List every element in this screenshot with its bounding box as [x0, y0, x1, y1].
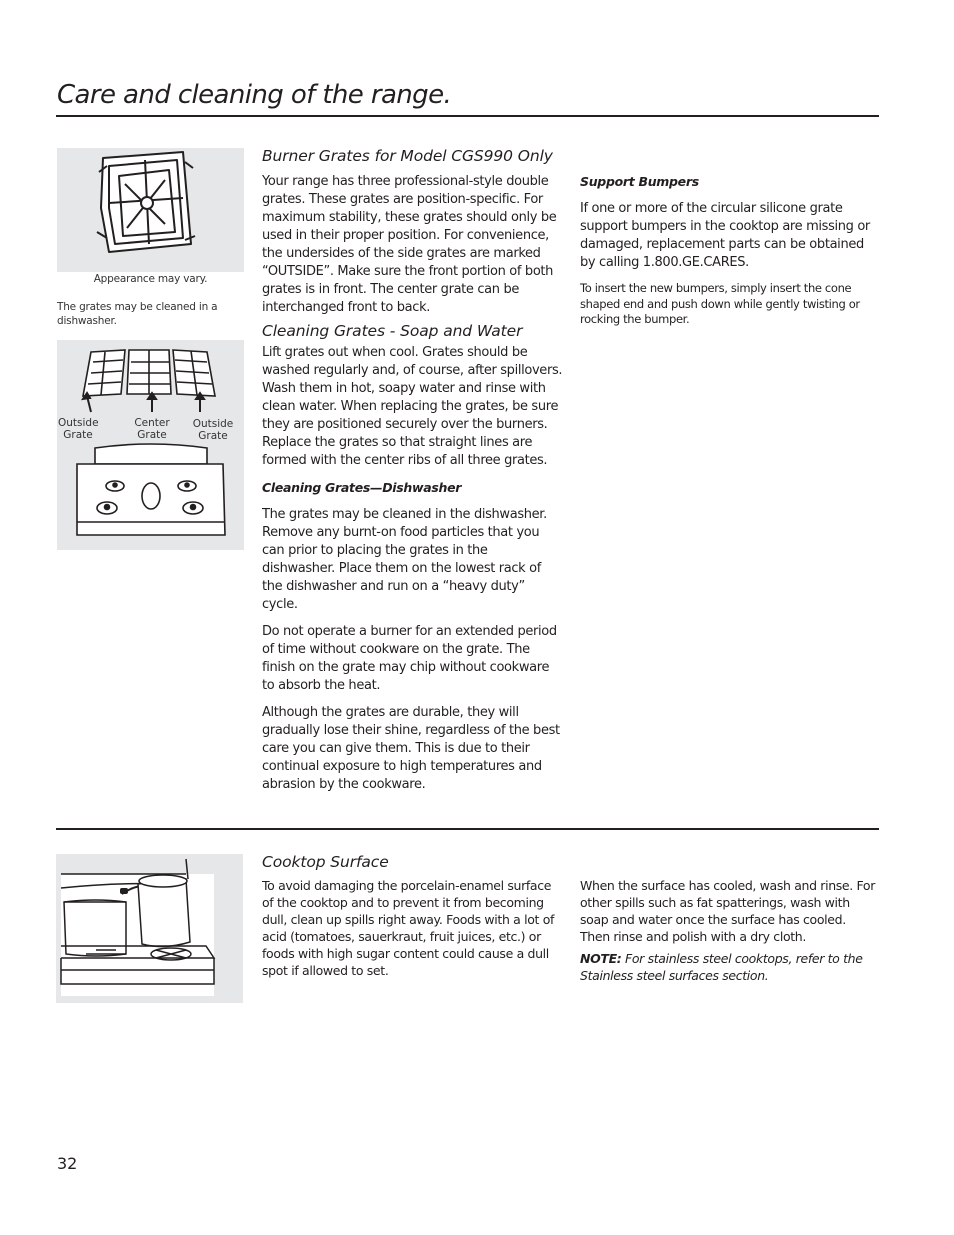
title-rule — [56, 115, 879, 117]
support-bumpers-paragraph-1: If one or more of the circular silicone grate support bumpers in the cooktop are missing or damaged, replacement parts can be obtained by calling 1.800.GE.CARES. — [580, 201, 870, 270]
cooktop-cleaning-illustration — [56, 854, 243, 1003]
section-rule — [56, 828, 879, 830]
note-label: NOTE: — [580, 951, 622, 966]
page-title: Care and cleaning of the range. — [57, 80, 452, 110]
grate-label-line: Grate — [198, 430, 228, 442]
dishwasher-caption: The grates may be cleaned in a dishwasher. — [57, 301, 218, 327]
note-text: For stainless steel cooktops, refer to the Stainless steel surfaces section. — [580, 951, 863, 983]
soap-water-heading: Cleaning Grates - Soap and Water — [262, 322, 523, 340]
cooktop-surface-paragraph-2: When the surface has cooled, wash and rinse. For other spills such as fat spatterings, wash with soap and water once the surface has cooled. Then rinse and polish with a dry cloth. — [580, 878, 876, 944]
grate-label-line: Grate — [137, 429, 167, 441]
pot-on-cooktop-icon — [56, 854, 243, 1003]
center-grate-label — [130, 417, 174, 441]
grate-label-line: Outside — [58, 417, 99, 429]
image-caption: Appearance may vary. — [93, 273, 208, 285]
burner-grates-intro: Your range has three professional-style double grates. These grates are position-specific. For maximum stability, these grates should only be used in their proper position. For convenience, the undersides of the side grates are marked “OUTSIDE”. Make sure the front portion of both grates is in front. The center grate can be interchanged front to back. — [262, 174, 557, 315]
outside-grate-right-label — [192, 418, 234, 442]
soap-water-text: Lift grates out when cool. Grates should be washed regularly and, of course, after spillovers. Wash them in hot, soapy water and rinse with clean water. When replacing the grates, be sure they are positioned securely over the burners. Replace the grates so that straight lines are formed with the center ribs of all three grates. — [262, 345, 563, 468]
dishwasher-heading: Cleaning Grates—Dishwasher — [262, 480, 462, 495]
dishwasher-paragraph-2: Do not operate a burner for an extended period of time without cookware on the grate. The finish on the grate may chip without cookware to absorb the heat. — [262, 624, 557, 693]
grate-icon — [57, 148, 244, 272]
grate-label-line: Grate — [63, 429, 93, 441]
cooktop-grates-icon — [57, 340, 244, 550]
grate-label-line: Center — [134, 417, 170, 429]
outside-grate-left-label — [58, 417, 98, 441]
grate-illustration — [57, 148, 244, 272]
support-bumpers-heading: Support Bumpers — [580, 174, 699, 189]
support-bumpers-paragraph-2: To insert the new bumpers, simply insert the cone shaped end and push down while gently twisting or rocking the bumper. — [580, 281, 860, 326]
cooktop-surface-heading: Cooktop Surface — [262, 853, 389, 871]
cooktop-grates-illustration — [57, 340, 244, 550]
dishwasher-paragraph-1: The grates may be cleaned in the dishwasher. Remove any burnt-on food particles that you can prior to placing the grates in the dishwasher. Place them on the lowest rack of the dishwasher and run on a “heavy duty” cycle. — [262, 507, 547, 612]
dishwasher-paragraph-3: Although the grates are durable, they will gradually lose their shine, regardless of the best care you can give them. This is due to their continual exposure to high temperatures and abrasion by the cookware. — [262, 705, 560, 792]
cooktop-note — [580, 950, 878, 984]
grate-label-line: Outside — [192, 418, 234, 430]
burner-grates-heading: Burner Grates for Model CGS990 Only — [262, 147, 553, 165]
page-number: 32 — [57, 1154, 78, 1173]
cooktop-surface-paragraph-1: To avoid damaging the porcelain-enamel surface of the cooktop and to prevent it from becoming dull, clean up spills right away. Foods with a lot of acid (tomatoes, sauerkraut, fruit juices, etc.) or foods with high sugar content could cause a dull spot if allowed to set. — [262, 878, 555, 978]
